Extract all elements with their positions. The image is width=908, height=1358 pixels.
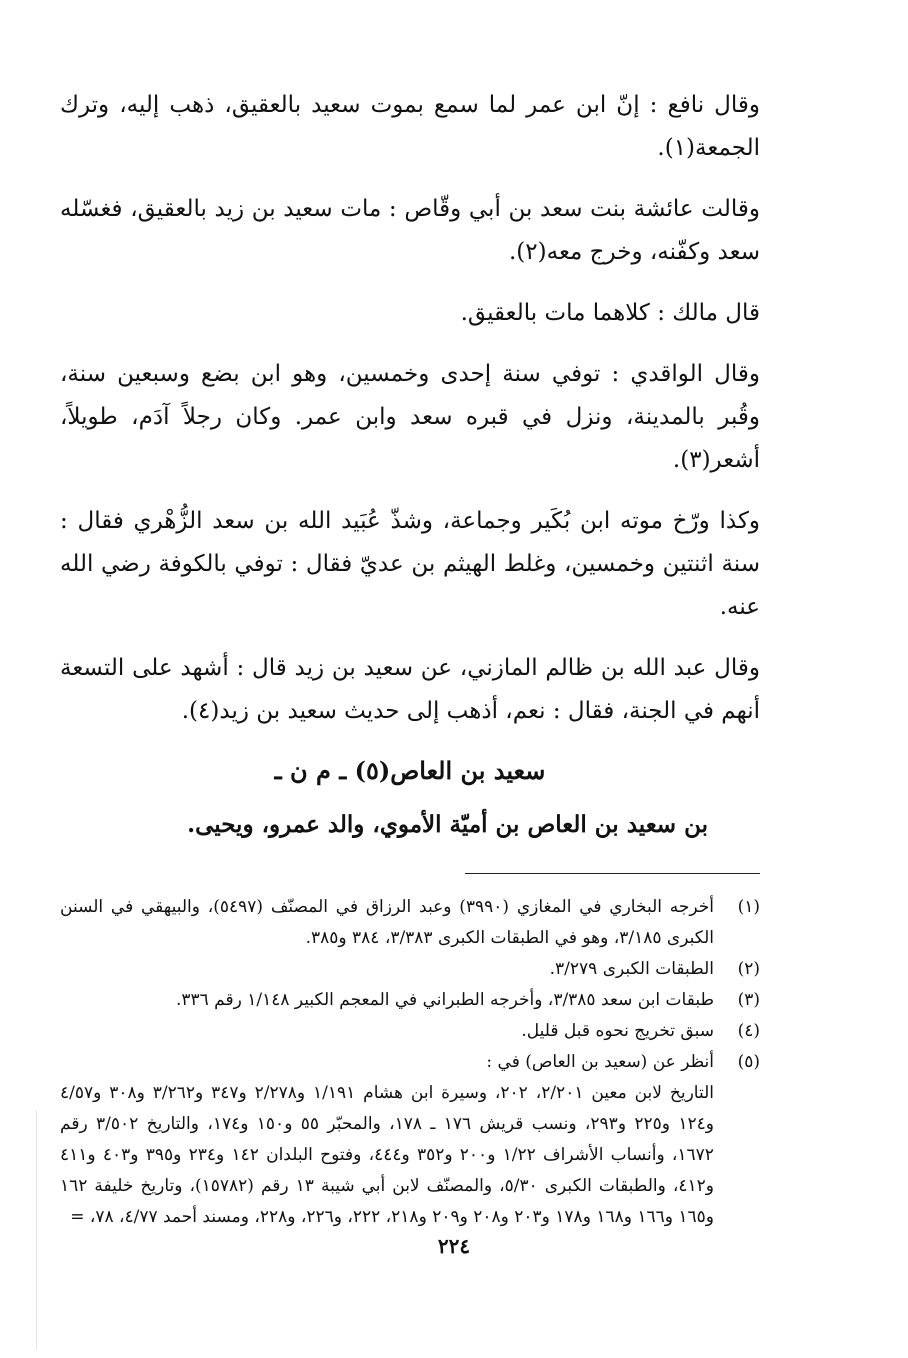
- page-content: [60, 70, 760, 1233]
- footnote-number: (٣): [737, 990, 760, 1010]
- section-heading: سعيد بن العاص(٥) ـ م ن ـ: [274, 756, 546, 785]
- paragraph-waqidi: وقال الواقدي : توفي سنة إحدى وخمسين، وهو ابن بضع وسبعين سنة، وقُبر بالمدينة، ونزل في قبره سعد وابن عمر. وكان رجلاً آدَم، طويلاً، أشعر(٣).: [60, 361, 760, 473]
- footnote-5: [60, 1047, 760, 1078]
- paragraph-nafi: وقال نافع : إنّ ابن عمر لما سمع بموت سعيد بالعقيق، ذهب إليه، وترك الجمعة(١).: [60, 92, 760, 161]
- footnote-text: طبقات ابن سعد ٣/٣٨٥، وأخرجه الطبراني في المعجم الكبير ١/١٤٨ رقم ٣٣٦.: [175, 990, 714, 1010]
- footnotes: [60, 892, 760, 1233]
- footnote-text: الطبقات الكبرى ٣/٢٧٩.: [549, 959, 714, 979]
- footnote-number: (٢): [737, 959, 760, 979]
- footnote-text: أنظر عن (سعيد بن العاص) في :: [486, 1052, 714, 1072]
- footnote-1: [60, 892, 760, 954]
- page-number: ٢٢٤: [437, 1234, 471, 1258]
- footnote-4: [60, 1016, 760, 1047]
- paragraph-ibn-bukayr: وكذا ورّخ موته ابن بُكَير وجماعة، وشذّ عُبَيد الله بن سعد الزُّهْري فقال : سنة اثنتين وخمسين، وغلط الهيثم بن عديّ فقال : توفي بالكوفة رضي الله عنه.: [60, 508, 760, 620]
- scan-margin-line: [36, 1110, 37, 1350]
- footnote-number: (٥): [737, 1052, 760, 1072]
- footnote-3: [60, 985, 760, 1016]
- paragraph-aisha: وقالت عائشة بنت سعد بن أبي وقّاص : مات سعيد بن زيد بالعقيق، فغسّله سعد وكفّنه، وخرج معه(٢).: [60, 196, 760, 265]
- footnote-number: (٤): [737, 1021, 760, 1041]
- footnote-text: أخرجه البخاري في المغازي (٣٩٩٠) وعبد الرزاق في المصنّف (٥٤٩٧)، والبيهقي في السنن الكبرى ٣/١٨٥، وهو في الطبقات الكبرى ٣/٣٨٣، ٣٨٤ و٣٨٥.: [60, 897, 715, 948]
- footnote-5-continuation: التاريخ لابن معين ٢/٢٠١، ٢٠٢، وسيرة ابن هشام ١/١٩١ و٢/٢٧٨ و٣٤٧ و٣/٢٦٢ و٣٠٨ و٤/٥٧ و١٢٤ و٢٢٥ و٢٩٣، ونسب قريش ١٧٦ ـ ١٧٨، والمحبّر ٥٥ و١٥٠ و١٧٤، والتاريخ ٣/٥٠٢ رقم ١٦٧٢، وأنساب الأشراف ١/٢٢ و٢٠٠ و٣٥٢ و٤٤٤، وفتوح البلدان ١٤٢ و٢٣٤ و٣٩٥ و٤٠٣ و٤١١ و٤١٢، والطبقات الكبرى ٥/٣٠، والمصنّف لابن أبي شيبة ١٣ رقم (١٥٧٨٢)، وتاريخ خليفة ١٦٢ و١٦٥ و١٦٦ و١٦٨ و١٧٨ و٢٠٣ و٢٠٨ و٢٠٩ و٢١٨، ٢٢٢، و٢٢٦، و٢٢٨، ومسند أحمد ٤/٧٧، ٧٨، =: [60, 1083, 715, 1227]
- paragraph-malik: قال مالك : كلاهما مات بالعقيق.: [460, 300, 760, 326]
- footnote-2: [60, 954, 760, 985]
- lineage-line: بن سعيد بن العاص بن أميّة الأموي، والد عمرو، ويحيى.: [187, 811, 708, 838]
- paragraph-abdullah-mazini: وقال عبد الله بن ظالم المازني، عن سعيد بن زيد قال : أشهد على التسعة أنهم في الجنة، فقال : نعم، أذهب إلى حديث سعيد بن زيد(٤).: [60, 655, 760, 724]
- footnote-number: (١): [737, 897, 760, 917]
- footnote-divider: [465, 873, 760, 874]
- footnote-text: سبق تخريج نحوه قبل قليل.: [521, 1021, 714, 1041]
